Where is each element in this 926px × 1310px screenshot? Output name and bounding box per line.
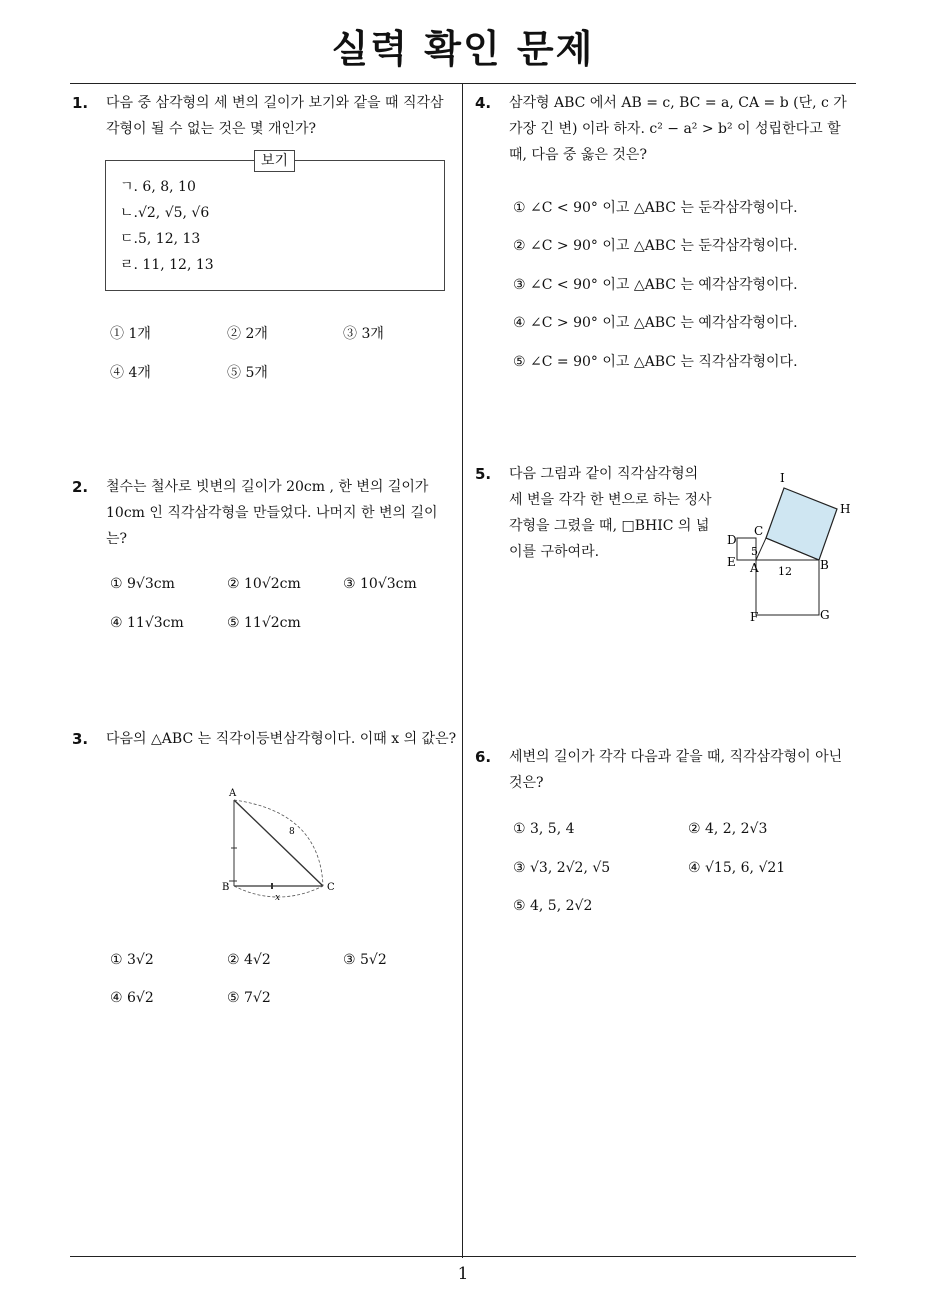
side-label-12: 12	[778, 565, 792, 578]
question-text: 삼각형 ABC 에서 AB = c, BC = a, CA = b (단, c 가 가장 긴 변) 이라 하자. c² − a² > b² 이 성립한다고 할 때, 다음 중 옳은 것은?	[509, 95, 847, 163]
bottom-rule	[70, 1256, 856, 1257]
vertex-label-a: A	[750, 561, 759, 575]
vertex-label-b: B	[820, 558, 829, 572]
bogi-item: ㄱ. 6, 8, 10	[120, 179, 196, 195]
vertex-label-c: C	[327, 882, 335, 893]
choice[interactable]: ④ ∠C > 90° 이고 △ABC 는 예각삼각형이다.	[513, 315, 798, 331]
choice[interactable]: ⑤ 11√2cm	[227, 615, 301, 631]
bogi-label: 보기	[254, 150, 295, 172]
choice[interactable]: ④ 4개	[110, 365, 151, 381]
choice[interactable]: ⑤ ∠C = 90° 이고 △ABC 는 직각삼각형이다.	[513, 354, 798, 370]
choice[interactable]: ③ 5√2	[343, 952, 387, 968]
page-number: 1	[457, 1264, 469, 1284]
choice[interactable]: ③ √3, 2√2, √5	[513, 860, 611, 876]
choice[interactable]: ⑤ 7√2	[227, 990, 271, 1006]
choice[interactable]: ③ ∠C < 90° 이고 △ABC 는 예각삼각형이다.	[513, 277, 798, 293]
choice[interactable]: ⑤ 4, 5, 2√2	[513, 898, 593, 914]
right-isosceles-triangle-figure	[215, 782, 350, 907]
top-rule	[70, 83, 856, 84]
vertex-label-a: A	[229, 788, 237, 799]
question-1	[72, 90, 457, 142]
question-text: 다음 중 삼각형의 세 변의 길이가 보기와 같을 때 직각삼각형이 될 수 없는 것은 몇 개인가?	[106, 95, 444, 137]
choice[interactable]: ② 10√2cm	[227, 576, 301, 592]
question-6	[475, 744, 860, 796]
choice[interactable]: ① 3, 5, 4	[513, 821, 575, 837]
vertex-label-e: E	[727, 555, 736, 569]
vertex-label-f: F	[750, 610, 759, 624]
choice[interactable]: ④ √15, 6, √21	[688, 860, 786, 876]
question-text: 다음 그림과 같이 직각삼각형의 세 변을 각각 한 변으로 하는 정사각형을 그렸을 때, □BHIC 의 넓이를 구하여라.	[509, 466, 712, 560]
bogi-item: ㄷ.5, 12, 13	[120, 231, 201, 247]
choice[interactable]: ① 9√3cm	[110, 576, 175, 592]
choice[interactable]: ① 3√2	[110, 952, 154, 968]
choice[interactable]: ④ 6√2	[110, 990, 154, 1006]
question-number: 5.	[475, 465, 492, 483]
pythagoras-squares-figure	[720, 465, 860, 630]
question-number: 2.	[72, 478, 89, 496]
page-title: 실력 확인 문제	[331, 27, 595, 71]
column-divider	[462, 83, 463, 1258]
question-3	[72, 726, 457, 752]
question-2	[72, 474, 457, 552]
choice[interactable]: ⑤ 5개	[227, 365, 268, 381]
choice[interactable]: ④ 11√3cm	[110, 615, 184, 631]
choice[interactable]: ③ 10√3cm	[343, 576, 417, 592]
vertex-label-g: G	[820, 608, 830, 622]
choice[interactable]: ② 4, 2, 2√3	[688, 821, 768, 837]
question-text: 다음의 △ABC 는 직각이등변삼각형이다. 이때 x 의 값은?	[106, 731, 457, 747]
question-number: 1.	[72, 94, 89, 112]
choice[interactable]: ② 2개	[227, 326, 268, 342]
vertex-label-d: D	[727, 533, 737, 547]
choice[interactable]: ② 4√2	[227, 952, 271, 968]
question-number: 3.	[72, 730, 89, 748]
vertex-label-c: C	[754, 524, 764, 538]
bogi-item: ㄹ. 11, 12, 13	[120, 257, 214, 273]
choice[interactable]: ③ 3개	[343, 326, 384, 342]
question-number: 6.	[475, 748, 492, 766]
side-label-x: x	[275, 893, 281, 903]
vertex-label-b: B	[222, 882, 230, 893]
choice[interactable]: ① ∠C < 90° 이고 △ABC 는 둔각삼각형이다.	[513, 200, 798, 216]
side-label-8: 8	[289, 827, 295, 837]
bogi-item: ㄴ.√2, √5, √6	[120, 205, 210, 221]
vertex-label-h: H	[840, 502, 851, 516]
question-number: 4.	[475, 94, 492, 112]
vertex-label-i: I	[780, 471, 785, 485]
side-label-5: 5	[751, 545, 758, 558]
question-4	[475, 90, 860, 168]
question-text: 철수는 철사로 빗변의 길이가 20cm , 한 변의 길이가 10cm 인 직각삼각형을 만들었다. 나머지 한 변의 길이는?	[106, 479, 438, 547]
choice[interactable]: ① 1개	[110, 326, 151, 342]
question-5	[475, 461, 715, 565]
question-text: 세변의 길이가 각각 다음과 같을 때, 직각삼각형이 아닌 것은?	[509, 749, 843, 791]
choice[interactable]: ② ∠C > 90° 이고 △ABC 는 둔각삼각형이다.	[513, 238, 798, 254]
